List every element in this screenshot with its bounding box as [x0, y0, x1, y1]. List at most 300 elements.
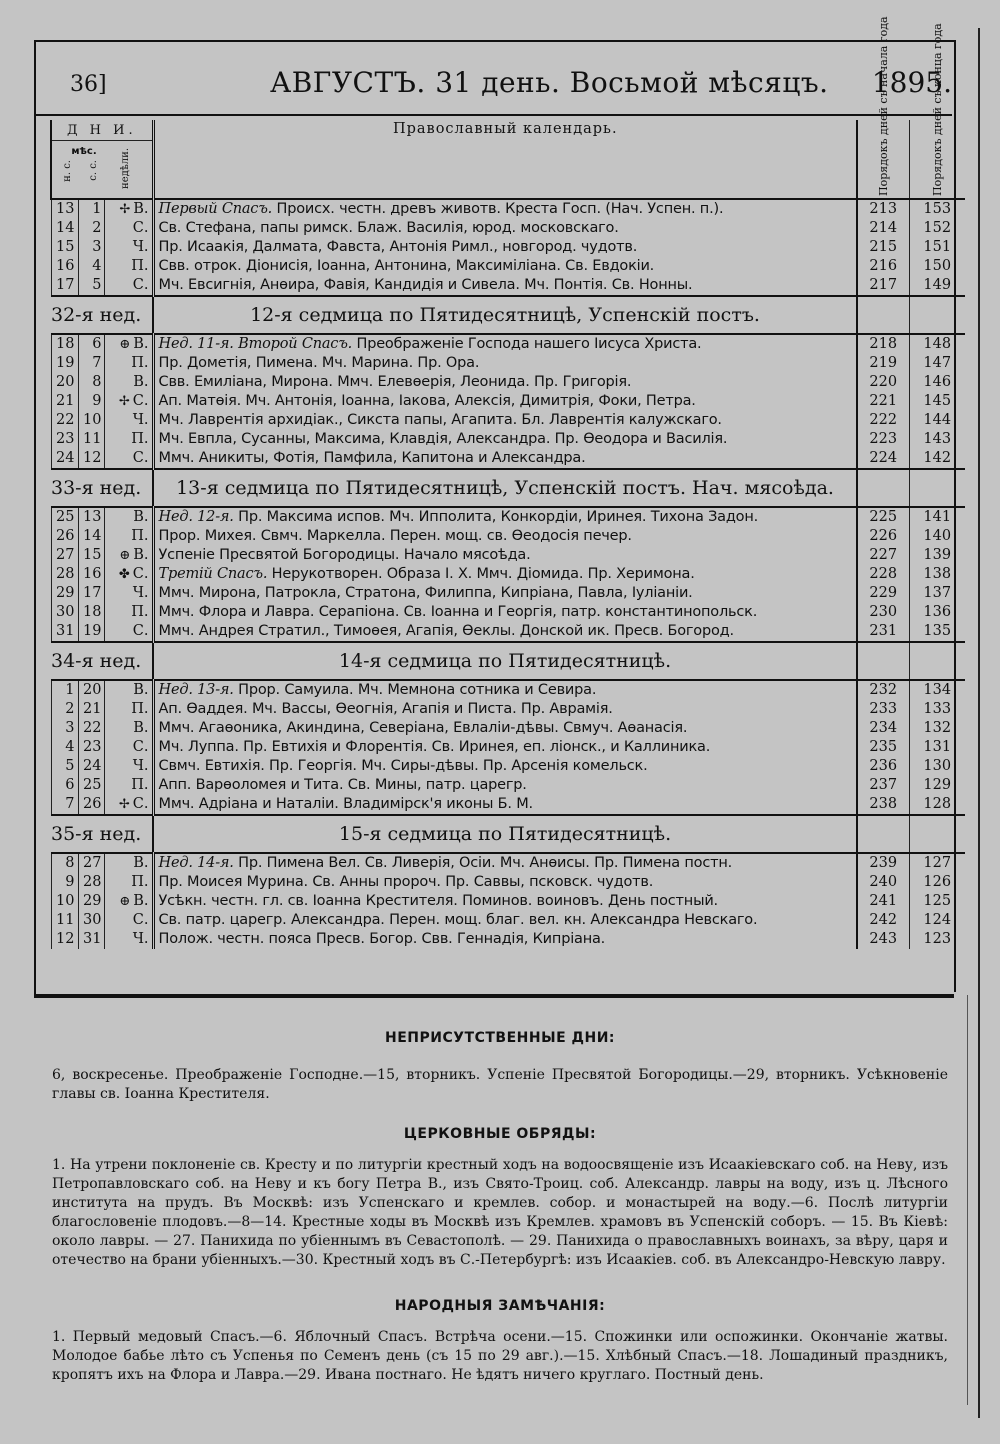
new-style-date: 20 — [78, 680, 104, 700]
new-style-date: 2 — [78, 219, 104, 238]
day-row — [51, 219, 965, 238]
day-row — [51, 930, 965, 949]
weekday: В. — [133, 374, 149, 390]
old-style-date: 23 — [51, 430, 78, 449]
week-blank — [857, 469, 909, 507]
weekday: П. — [131, 431, 149, 447]
weekday-cell — [104, 853, 153, 873]
day-row — [51, 334, 965, 354]
saints-list: Мч. Евпла, Сусанны, Максима, Клавдія, Александра. Пр. Ѳеодора и Василія. — [158, 431, 728, 447]
saints-list: Пр. Максима испов. Мч. Ипполита, Конкордіи, Иринея. Тихона Задон. — [233, 509, 759, 525]
weekday-cell — [104, 738, 153, 757]
holidays-text: 6, воскресенье. Преображеніе Господне.—15, вторникъ. Успеніе Пресвятой Богородицы.—29, вторникъ. Усѣкновеніе главы св. Іоанна Крестителя. — [52, 1067, 948, 1102]
day-of-year: 216 — [857, 257, 909, 276]
saints-list: Происх. честн. древъ животв. Креста Госп. (Нач. Успен. п.). — [272, 201, 724, 217]
week-heading: 15-я седмица по Пятидесятницѣ. — [153, 815, 857, 853]
day-row — [51, 565, 965, 584]
old-style-date: 29 — [51, 584, 78, 603]
days-remaining: 123 — [909, 930, 965, 949]
old-style-header: н. с. — [62, 160, 73, 182]
rites-text: 1. На утрени поклоненіе св. Кресту и по литургіи крестный ходъ на водоосвященіе изъ Исаакіевскаго соб. на Неву, изъ Петропавловскаго соб. на Неву и къ богу Петра В., изъ Свято-Троиц. соб. Александр. лавры на воду, изъ ц. Лѣсного института на прудъ. Въ Москвѣ: изъ Успенскаго и кремлев. собор. и монастырей на воду.—6. Послѣ литургіи благословеніе плодовъ.—8—14. Крестные ходы въ Москвѣ изъ Кремлев. храмовъ въ Успенскій соборъ. — 15. Въ Кіевѣ: около лавры. — 27. Панихида по убіеннымъ въ Севастополѣ. — 29. Панихида о православныхъ воинахъ, за вѣру, царя и отечество на брани убіенныхъ.—30. Крестный ходъ въ С.-Петербургѣ: изъ Исаакіев. соб. въ Александро-Невскую лавру. — [52, 1157, 948, 1268]
weekday: П. — [131, 528, 149, 544]
saints-text — [153, 738, 857, 757]
day-of-year: 231 — [857, 622, 909, 642]
week-label: 33-я нед. — [51, 469, 153, 507]
weekday: В. — [133, 509, 149, 525]
days-remaining: 128 — [909, 795, 965, 815]
saints-list: Св. Стефана, папы римск. Блаж. Василія, юрод. московскаго. — [158, 220, 619, 236]
days-remaining: 131 — [909, 738, 965, 757]
day-of-year: 243 — [857, 930, 909, 949]
new-style-date: 12 — [78, 449, 104, 469]
new-style-date: 10 — [78, 411, 104, 430]
saints-list: Прор. Самуила. Мч. Мемнона сотника и Севира. — [233, 682, 597, 698]
week-label: 32-я нед. — [51, 296, 153, 334]
day-row — [51, 373, 965, 392]
saints-text — [153, 392, 857, 411]
old-style-date: 8 — [51, 853, 78, 873]
weekday: С. — [132, 739, 149, 755]
saints-text — [153, 700, 857, 719]
week-row — [51, 815, 965, 853]
col-from-start-header: Порядокъ дней съ начала года — [876, 16, 890, 196]
weekday-cell — [104, 776, 153, 795]
day-row — [51, 776, 965, 795]
days-remaining: 141 — [909, 507, 965, 527]
day-row — [51, 392, 965, 411]
week-blank — [857, 296, 909, 334]
day-of-year: 233 — [857, 700, 909, 719]
saints-text — [153, 873, 857, 892]
saints-text — [153, 565, 857, 584]
week-blank — [909, 296, 965, 334]
new-style-date: 6 — [78, 334, 104, 354]
new-style-date: 11 — [78, 430, 104, 449]
saints-text — [153, 930, 857, 949]
days-remaining: 144 — [909, 411, 965, 430]
day-row — [51, 546, 965, 565]
days-remaining: 134 — [909, 680, 965, 700]
days-remaining: 142 — [909, 449, 965, 469]
feast-name: Нед. 13-я. — [158, 682, 234, 698]
new-style-date: 18 — [78, 603, 104, 622]
old-style-date: 24 — [51, 449, 78, 469]
weekday: С. — [132, 393, 149, 409]
week-blank — [857, 815, 909, 853]
day-of-year: 240 — [857, 873, 909, 892]
days-remaining: 143 — [909, 430, 965, 449]
saints-list: Ап. Матѳія. Мч. Антонія, Іоанна, Іакова, Алексія, Димитрія, Фоки, Петра. — [158, 393, 696, 409]
saints-list: Свв. Емиліана, Мирона. Ммч. Елевѳерія, Леонида. Пр. Григорія. — [158, 374, 632, 390]
old-style-date: 9 — [51, 873, 78, 892]
weekday: С. — [132, 277, 149, 293]
saints-text — [153, 853, 857, 873]
day-row — [51, 622, 965, 642]
week-blank — [909, 642, 965, 680]
old-style-date: 16 — [51, 257, 78, 276]
feast-symbol-icon: ⊕ — [119, 894, 131, 909]
old-style-date: 25 — [51, 507, 78, 527]
feast-symbol-icon: ✢ — [118, 394, 130, 409]
saints-list: Пр. Моисея Мурина. Св. Анны пророч. Пр. Саввы, псковск. чудотв. — [158, 874, 654, 890]
weekday: С. — [132, 623, 149, 639]
day-of-year: 238 — [857, 795, 909, 815]
saints-list: Свмч. Евтихія. Пр. Георгія. Мч. Сиры-дѣвы. Пр. Арсенія комельск. — [158, 758, 648, 774]
saints-text — [153, 238, 857, 257]
week-label: 34-я нед. — [51, 642, 153, 680]
new-style-date: 25 — [78, 776, 104, 795]
old-style-date: 12 — [51, 930, 78, 949]
weekday-cell — [104, 238, 153, 257]
days-remaining: 124 — [909, 911, 965, 930]
feast-symbol-icon: ⊕ — [119, 337, 131, 352]
weekday-cell — [104, 430, 153, 449]
weekday-cell — [104, 507, 153, 527]
new-style-date: 24 — [78, 757, 104, 776]
days-remaining: 150 — [909, 257, 965, 276]
old-style-date: 22 — [51, 411, 78, 430]
new-style-date: 9 — [78, 392, 104, 411]
saints-list: Ммч. Мирона, Патрокла, Стратона, Филиппа, Кипріана, Павла, Іуліаніи. — [158, 585, 693, 601]
day-of-year: 213 — [857, 199, 909, 219]
old-style-date: 27 — [51, 546, 78, 565]
old-style-date: 21 — [51, 392, 78, 411]
saints-text — [153, 507, 857, 527]
day-row — [51, 238, 965, 257]
saints-text — [153, 776, 857, 795]
new-style-date: 17 — [78, 584, 104, 603]
weekday: П. — [131, 701, 149, 717]
weekday-cell — [104, 892, 153, 911]
new-style-date: 5 — [78, 276, 104, 296]
day-row — [51, 354, 965, 373]
weekday-cell — [104, 411, 153, 430]
old-style-date: 3 — [51, 719, 78, 738]
old-style-date: 18 — [51, 334, 78, 354]
new-style-date: 16 — [78, 565, 104, 584]
saints-text — [153, 219, 857, 238]
day-of-year: 225 — [857, 507, 909, 527]
page-edge-rule-lower — [967, 995, 968, 1405]
saints-list: Успеніе Пресвятой Богородицы. Начало мясоѣда. — [158, 547, 531, 563]
week-blank — [909, 815, 965, 853]
new-style-date: 4 — [78, 257, 104, 276]
weekday: П. — [131, 874, 149, 890]
saints-text — [153, 276, 857, 296]
weekday: С. — [132, 796, 149, 812]
days-remaining: 129 — [909, 776, 965, 795]
weekday: Ч. — [132, 585, 149, 601]
week-heading: 12-я седмица по Пятидесятницѣ, Успенскій постъ. — [153, 296, 857, 334]
day-of-year: 219 — [857, 354, 909, 373]
new-style-date: 30 — [78, 911, 104, 930]
saints-list: Ммч. Агаѳоника, Акиндина, Северіана, Евлаліи-дѣвы. Свмуч. Аѳанасія. — [158, 720, 688, 736]
day-of-year: 226 — [857, 527, 909, 546]
days-remaining: 132 — [909, 719, 965, 738]
saints-text — [153, 334, 857, 354]
saints-list: Свв. отрок. Діонисія, Іоанна, Антонина, Максиміліана. Св. Евдокіи. — [158, 258, 655, 274]
saints-list: Мч. Евсигнія, Анѳира, Фавія, Кандидія и Сивела. Мч. Понтія. Св. Нонны. — [158, 277, 693, 293]
days-remaining: 133 — [909, 700, 965, 719]
old-style-date: 30 — [51, 603, 78, 622]
old-style-date: 13 — [51, 199, 78, 219]
day-of-year: 237 — [857, 776, 909, 795]
saints-text — [153, 680, 857, 700]
new-style-date: 28 — [78, 873, 104, 892]
page-number: 36] — [70, 72, 107, 97]
old-style-date: 1 — [51, 680, 78, 700]
folk-heading: НАРОДНЫЯ ЗАМѢЧАНІЯ: — [394, 1298, 606, 1314]
saints-list: Мч. Лаврентія архидіак., Сикста папы, Агапита. Бл. Лаврентія калужскаго. — [158, 412, 722, 428]
old-style-date: 17 — [51, 276, 78, 296]
saints-list: Мч. Луппа. Пр. Евтихія и Флорентія. Св. Иринея, еп. ліонск., и Каллиника. — [158, 739, 711, 755]
days-remaining: 153 — [909, 199, 965, 219]
feast-symbol-icon: ✤ — [118, 567, 130, 582]
old-style-date: 2 — [51, 700, 78, 719]
saints-list: Пр. Исаакія, Далмата, Фавста, Антонія Римл., новгород. чудотв. — [158, 239, 638, 255]
page-title: АВГУСТЪ. 31 день. Восьмой мѣсяцъ. — [270, 66, 829, 99]
weekday: В. — [133, 682, 149, 698]
days-remaining: 138 — [909, 565, 965, 584]
weekday-cell — [104, 276, 153, 296]
weekday: П. — [131, 258, 149, 274]
days-remaining: 137 — [909, 584, 965, 603]
day-row — [51, 700, 965, 719]
feast-name: Нед. 11-я. Второй Спасъ. — [158, 336, 353, 352]
saints-text — [153, 911, 857, 930]
feast-name: Нед. 12-я. — [158, 509, 234, 525]
feast-name: Третій Спасъ. — [158, 566, 268, 582]
saints-text — [153, 411, 857, 430]
weekday: Ч. — [132, 239, 149, 255]
weekday: С. — [132, 450, 149, 466]
days-remaining: 148 — [909, 334, 965, 354]
day-of-year: 217 — [857, 276, 909, 296]
weekday: С. — [132, 912, 149, 928]
old-style-date: 31 — [51, 622, 78, 642]
weekday: Ч. — [132, 758, 149, 774]
weekday-cell — [104, 219, 153, 238]
weekday: В. — [133, 201, 149, 217]
weekday-cell — [104, 354, 153, 373]
saints-text — [153, 257, 857, 276]
weekday-cell — [104, 527, 153, 546]
weekday: В. — [133, 547, 149, 563]
weekday-cell — [104, 373, 153, 392]
day-row — [51, 276, 965, 296]
new-style-date: 14 — [78, 527, 104, 546]
saints-text — [153, 373, 857, 392]
saints-list: Ммч. Андрея Стратил., Тимоѳея, Агапія, Ѳеклы. Донской ик. Пресв. Богород. — [158, 623, 734, 639]
weekday: Ч. — [132, 931, 149, 947]
saints-list: Усѣкн. честн. гл. св. Іоанна Крестителя. Поминов. воиновъ. День постный. — [158, 893, 718, 909]
days-remaining: 152 — [909, 219, 965, 238]
weekday: С. — [132, 220, 149, 236]
new-style-date: 1 — [78, 199, 104, 219]
weekday-cell — [104, 622, 153, 642]
day-row — [51, 257, 965, 276]
day-row — [51, 757, 965, 776]
days-remaining: 145 — [909, 392, 965, 411]
days-remaining: 135 — [909, 622, 965, 642]
table-bottom-rule — [34, 996, 954, 998]
saints-text — [153, 795, 857, 815]
month-header: мѣс. — [71, 146, 97, 157]
weekday-cell — [104, 392, 153, 411]
saints-text — [153, 199, 857, 219]
folk-text: 1. Первый медовый Спасъ.—6. Яблочный Спасъ. Встрѣча осени.—15. Спожинки или оспожинки. Окончаніе жатвы. Молодое бабье лѣто съ Успенья по Семенъ день (съ 15 по 29 авг.).—15. Хлѣбный Спасъ.—18. Лошадиный праздникъ, кропятъ ихъ на Флора и Лавра.—29. Ивана постнаго. Не ѣдятъ ничего круглаго. Постный день. — [52, 1329, 948, 1383]
weekday-cell — [104, 449, 153, 469]
day-of-year: 224 — [857, 449, 909, 469]
weekday-cell — [104, 199, 153, 219]
week-row — [51, 296, 965, 334]
days-remaining: 127 — [909, 853, 965, 873]
day-of-year: 228 — [857, 565, 909, 584]
weekday-cell — [104, 603, 153, 622]
saints-list: Ап. Ѳаддея. Мч. Вассы, Ѳеогнія, Агапія и Писта. Пр. Аврамія. — [158, 701, 613, 717]
new-style-date: 27 — [78, 853, 104, 873]
day-row — [51, 738, 965, 757]
old-style-date: 19 — [51, 354, 78, 373]
old-style-date: 28 — [51, 565, 78, 584]
saints-text — [153, 527, 857, 546]
day-of-year: 227 — [857, 546, 909, 565]
day-of-year: 241 — [857, 892, 909, 911]
year: 1895. — [871, 66, 952, 99]
day-of-year: 221 — [857, 392, 909, 411]
saints-list: Нерукотворен. Образа І. Х. Ммч. Діомида. Пр. Херимона. — [267, 566, 695, 582]
days-remaining: 149 — [909, 276, 965, 296]
saints-list: Преображеніе Господа нашего Іисуса Христа. — [352, 336, 702, 352]
day-of-year: 232 — [857, 680, 909, 700]
day-row — [51, 199, 965, 219]
calendar-title: Православный календарь. — [153, 120, 857, 199]
week-row — [51, 642, 965, 680]
col-from-end-header: Порядокъ дней съ конца года — [930, 23, 944, 196]
day-of-year: 239 — [857, 853, 909, 873]
day-row — [51, 411, 965, 430]
weekday-cell — [104, 795, 153, 815]
new-style-date: 8 — [78, 373, 104, 392]
saints-text — [153, 719, 857, 738]
old-style-date: 26 — [51, 527, 78, 546]
new-style-date: 3 — [78, 238, 104, 257]
weekday-cell — [104, 584, 153, 603]
feast-name: Первый Спасъ. — [158, 201, 273, 217]
new-style-date: 22 — [78, 719, 104, 738]
weekday: П. — [131, 604, 149, 620]
days-header: Д Н И. — [52, 122, 152, 141]
weekday-cell — [104, 334, 153, 354]
day-row — [51, 507, 965, 527]
week-label: 35-я нед. — [51, 815, 153, 853]
saints-list: Пр. Дометія, Пимена. Мч. Марина. Пр. Ора. — [158, 355, 480, 371]
saints-list: Св. патр. царегр. Александра. Перен. мощ. благ. вел. кн. Александра Невскаго. — [158, 912, 758, 928]
week-heading: 14-я седмица по Пятидесятницѣ. — [153, 642, 857, 680]
saints-text — [153, 584, 857, 603]
days-remaining: 125 — [909, 892, 965, 911]
weekday-cell — [104, 700, 153, 719]
days-remaining: 147 — [909, 354, 965, 373]
days-remaining: 140 — [909, 527, 965, 546]
old-style-date: 11 — [51, 911, 78, 930]
new-style-date: 23 — [78, 738, 104, 757]
old-style-date: 10 — [51, 892, 78, 911]
page-header — [34, 58, 952, 116]
new-style-header: с. с. — [88, 160, 99, 181]
day-of-year: 222 — [857, 411, 909, 430]
day-row — [51, 853, 965, 873]
table-header-row — [51, 120, 965, 199]
new-style-date: 29 — [78, 892, 104, 911]
weekday-cell — [104, 911, 153, 930]
weekday: В. — [133, 720, 149, 736]
saints-text — [153, 430, 857, 449]
days-remaining: 126 — [909, 873, 965, 892]
day-of-year: 236 — [857, 757, 909, 776]
day-row — [51, 603, 965, 622]
day-of-year: 234 — [857, 719, 909, 738]
day-of-year: 229 — [857, 584, 909, 603]
weekday: П. — [131, 355, 149, 371]
old-style-date: 4 — [51, 738, 78, 757]
day-of-year: 215 — [857, 238, 909, 257]
old-style-date: 7 — [51, 795, 78, 815]
week-blank — [909, 469, 965, 507]
weekday: В. — [133, 855, 149, 871]
old-style-date: 6 — [51, 776, 78, 795]
weekday-cell — [104, 680, 153, 700]
day-of-year: 220 — [857, 373, 909, 392]
holidays-heading: НЕПРИСУТСТВЕННЫЕ ДНИ: — [384, 1030, 616, 1046]
new-style-date: 31 — [78, 930, 104, 949]
saints-text — [153, 892, 857, 911]
page-edge-rule — [978, 28, 980, 1418]
feast-symbol-icon: ⊕ — [119, 548, 131, 563]
weekday-cell — [104, 719, 153, 738]
feast-symbol-icon: ✢ — [119, 202, 131, 217]
day-of-year: 223 — [857, 430, 909, 449]
days-remaining: 151 — [909, 238, 965, 257]
weekday-cell — [104, 546, 153, 565]
old-style-date: 5 — [51, 757, 78, 776]
days-remaining: 130 — [909, 757, 965, 776]
week-blank — [857, 642, 909, 680]
old-style-date: 20 — [51, 373, 78, 392]
day-row — [51, 680, 965, 700]
day-of-year: 218 — [857, 334, 909, 354]
day-row — [51, 430, 965, 449]
old-style-date: 14 — [51, 219, 78, 238]
week-heading: 13-я седмица по Пятидесятницѣ, Успенскій постъ. Нач. мясоѣда. — [153, 469, 857, 507]
old-style-date: 15 — [51, 238, 78, 257]
saints-list: Ммч. Адріана и Наталіи. Владимірск'я иконы Б. М. — [158, 796, 533, 812]
day-row — [51, 795, 965, 815]
weekday-cell — [104, 757, 153, 776]
saints-text — [153, 546, 857, 565]
new-style-date: 15 — [78, 546, 104, 565]
saints-text — [153, 622, 857, 642]
saints-text — [153, 603, 857, 622]
day-of-year: 242 — [857, 911, 909, 930]
saints-list: Полож. честн. пояса Пресв. Богор. Свв. Геннадія, Кипріана. — [158, 931, 606, 947]
day-row — [51, 873, 965, 892]
saints-list: Ммч. Аникиты, Фотія, Памфила, Капитона и Александра. — [158, 450, 586, 466]
feast-symbol-icon: ✢ — [118, 797, 130, 812]
weekday-cell — [104, 257, 153, 276]
weekday: С. — [132, 566, 149, 582]
weekday: Ч. — [132, 412, 149, 428]
